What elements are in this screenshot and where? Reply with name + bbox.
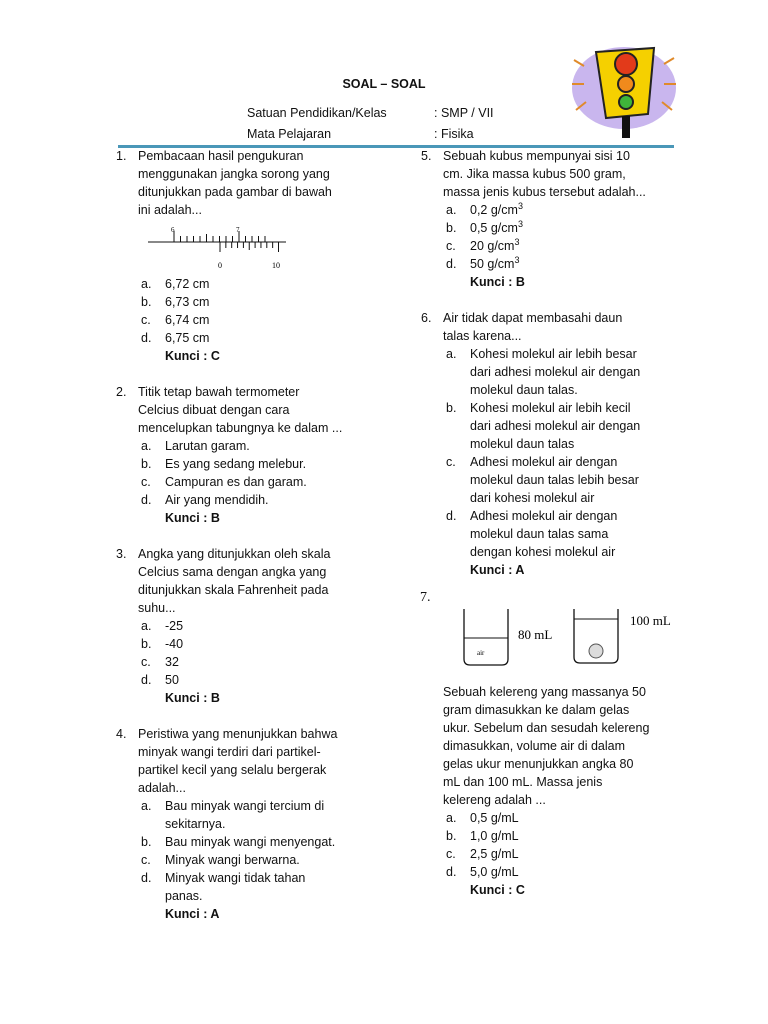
- option-label: b.: [446, 829, 457, 843]
- options-list: [138, 275, 369, 347]
- options-list: [443, 201, 674, 273]
- option-a[interactable]: [443, 345, 674, 399]
- options-list: [138, 437, 369, 509]
- question-2: [116, 383, 369, 527]
- question-line: talas karena...: [443, 329, 522, 343]
- caliper-label-0: 0: [218, 261, 222, 270]
- question-line: Celcius dibuat dengan cara: [138, 403, 290, 417]
- option-line: Kohesi molekul air lebih kecil: [470, 401, 631, 415]
- page-title: SOAL – SOAL: [342, 77, 426, 91]
- option-label: a.: [141, 439, 152, 453]
- question-6: [421, 309, 674, 579]
- option-label: d.: [141, 493, 152, 507]
- left-column: [116, 147, 369, 923]
- measuring-cylinders-figure: [458, 605, 678, 669]
- option-a[interactable]: [138, 437, 369, 455]
- option-label: c.: [446, 239, 456, 253]
- caliper-label-10: 10: [272, 261, 280, 270]
- option-label: c.: [141, 655, 151, 669]
- question-line: Titik tetap bawah termometer: [138, 385, 300, 399]
- option-label: b.: [446, 221, 457, 235]
- option-text: Air yang mendidih.: [165, 493, 269, 507]
- question-number: 4.: [116, 727, 127, 741]
- option-a[interactable]: [138, 797, 369, 833]
- green-lamp: [619, 95, 633, 109]
- caliper-label-6: 6: [171, 226, 175, 234]
- option-label: c.: [141, 475, 151, 489]
- option-a[interactable]: [443, 809, 674, 827]
- light-pole: [622, 116, 630, 138]
- option-label: d.: [446, 509, 457, 523]
- option-line: Bau minyak wangi tercium di: [165, 799, 325, 813]
- option-label: c.: [446, 455, 456, 469]
- question-7: [443, 683, 674, 899]
- option-label: c.: [141, 313, 151, 327]
- options-list: [138, 797, 369, 905]
- question-text: [138, 545, 369, 617]
- question-text: [443, 147, 674, 201]
- answer-key: Kunci : A: [165, 907, 220, 921]
- option-text: 2,5 g/mL: [470, 847, 519, 861]
- right-column: [421, 147, 674, 579]
- question-line: mL dan 100 mL. Massa jenis: [443, 775, 603, 789]
- question-number: 6.: [421, 311, 432, 325]
- question-line: ini adalah...: [138, 203, 202, 217]
- option-d[interactable]: [138, 329, 369, 347]
- option-text: 0,5 g/cm: [470, 221, 518, 235]
- meta-label-subject: Mata Pelajaran: [247, 127, 332, 141]
- option-b[interactable]: [138, 293, 369, 311]
- option-label: a.: [446, 811, 457, 825]
- question-line: ditunjukkan pada gambar di bawah: [138, 185, 332, 199]
- option-c[interactable]: [443, 453, 674, 507]
- option-b[interactable]: [443, 827, 674, 845]
- option-label: a.: [446, 203, 457, 217]
- option-text: 50 g/cm: [470, 257, 515, 271]
- question-line: Sebuah kubus mempunyai sisi 10: [443, 149, 630, 163]
- option-label: b.: [141, 835, 152, 849]
- option-text: -25: [165, 619, 184, 633]
- option-c[interactable]: [443, 237, 674, 255]
- option-b[interactable]: [138, 833, 369, 851]
- answer-key: Kunci : C: [165, 349, 220, 363]
- question-line: Angka yang ditunjukkan oleh skala: [138, 547, 331, 561]
- question-text: [138, 147, 369, 219]
- question-3: [116, 545, 369, 707]
- option-line: Adhesi molekul air dengan: [470, 455, 618, 469]
- question-line: menggunakan jangka sorong yang: [138, 167, 330, 181]
- option-line: molekul daun talas sama: [470, 527, 609, 541]
- question-line: partikel kecil yang selalu bergerak: [138, 763, 327, 777]
- option-d[interactable]: [443, 507, 674, 561]
- question-line: Pembacaan hasil pengukuran: [138, 149, 304, 163]
- option-c[interactable]: [138, 473, 369, 491]
- question-text: [138, 725, 369, 797]
- option-line: dari adhesi molekul air dengan: [470, 419, 641, 433]
- question-line: Air tidak dapat membasahi daun: [443, 311, 623, 325]
- answer-key: Kunci : B: [470, 275, 525, 289]
- question-text: [443, 683, 674, 809]
- option-line: Minyak wangi tidak tahan: [165, 871, 306, 885]
- option-label: d.: [141, 871, 152, 885]
- question-line: suhu...: [138, 601, 176, 615]
- option-c[interactable]: [138, 653, 369, 671]
- option-b[interactable]: [138, 455, 369, 473]
- option-b[interactable]: [138, 635, 369, 653]
- option-exponent: 3: [517, 218, 523, 229]
- option-a[interactable]: [443, 201, 674, 219]
- question-line: cm. Jika massa kubus 500 gram,: [443, 167, 626, 181]
- question-text: [443, 309, 674, 345]
- option-a[interactable]: [138, 275, 369, 293]
- question-number: 3.: [116, 547, 127, 561]
- option-line: molekul daun talas: [470, 437, 575, 451]
- question-4: [116, 725, 369, 923]
- option-text: 6,73 cm: [165, 295, 210, 309]
- option-label: b.: [141, 457, 152, 471]
- options-list: [138, 617, 369, 689]
- option-line: molekul daun talas.: [470, 383, 578, 397]
- option-text: 0,5 g/mL: [470, 811, 519, 825]
- option-label: b.: [141, 637, 152, 651]
- option-text: -40: [165, 637, 184, 651]
- option-exponent: 3: [514, 254, 520, 265]
- question-5: [421, 147, 674, 291]
- question-line: Sebuah kelereng yang massanya 50: [443, 685, 646, 699]
- question-number: 5.: [421, 149, 432, 163]
- option-label: d.: [141, 331, 152, 345]
- option-label: d.: [446, 257, 457, 271]
- meta-value-subject: : Fisika: [434, 127, 474, 141]
- option-label: b.: [446, 401, 457, 415]
- question-line: minyak wangi terdiri dari partikel-: [138, 745, 321, 759]
- option-label: a.: [446, 347, 457, 361]
- option-text: 1,0 g/mL: [470, 829, 519, 843]
- option-exponent: 3: [514, 236, 520, 247]
- question-line: ukur. Sebelum dan sesudah kelereng: [443, 721, 650, 735]
- option-label: d.: [141, 673, 152, 687]
- amber-lamp: [618, 76, 634, 92]
- volume-label-right: 100 mL: [630, 613, 671, 628]
- caliper-label-7: 7: [236, 226, 240, 234]
- question-line: ditunjukkan skala Fahrenheit pada: [138, 583, 329, 597]
- options-list: [443, 345, 674, 561]
- question-7-number: 7.: [420, 590, 431, 605]
- option-text: 6,74 cm: [165, 313, 210, 327]
- question-line: Peristiwa yang menunjukkan bahwa: [138, 727, 338, 741]
- option-line: Minyak wangi berwarna.: [165, 853, 300, 867]
- option-label: a.: [141, 277, 152, 291]
- option-line: dari adhesi molekul air dengan: [470, 365, 641, 379]
- option-text: 6,72 cm: [165, 277, 210, 291]
- option-d[interactable]: [443, 255, 674, 273]
- option-d[interactable]: [138, 869, 369, 905]
- option-text: Larutan garam.: [165, 439, 250, 453]
- question-line: Celcius sama dengan angka yang: [138, 565, 327, 579]
- red-lamp: [615, 53, 637, 75]
- option-c[interactable]: [443, 845, 674, 863]
- option-d[interactable]: [138, 671, 369, 689]
- option-exponent: 3: [517, 200, 523, 211]
- option-label: d.: [446, 865, 457, 879]
- option-b[interactable]: [443, 219, 674, 237]
- question-line: adalah...: [138, 781, 186, 795]
- question-1: [116, 147, 369, 365]
- option-text: 32: [165, 655, 179, 669]
- option-text: 5,0 g/mL: [470, 865, 519, 879]
- question-line: dimasukkan, volume air di dalam: [443, 739, 626, 753]
- option-text: Es yang sedang melebur.: [165, 457, 307, 471]
- answer-key: Kunci : A: [470, 563, 525, 577]
- option-line: molekul daun talas lebih besar: [470, 473, 639, 487]
- answer-key: Kunci : C: [470, 883, 525, 897]
- option-label: c.: [446, 847, 456, 861]
- option-label: a.: [141, 799, 152, 813]
- option-label: a.: [141, 619, 152, 633]
- option-a[interactable]: [138, 617, 369, 635]
- question-line: gelas ukur menunjukkan angka 80: [443, 757, 634, 771]
- option-line: dengan kohesi molekul air: [470, 545, 616, 559]
- cylinder-left: [464, 609, 508, 665]
- answer-key: Kunci : B: [165, 511, 220, 525]
- meta-label-education: Satuan Pendidikan/Kelas: [247, 106, 387, 120]
- volume-label-left: 80 mL: [518, 627, 553, 642]
- meta-value-education: : SMP / VII: [434, 106, 494, 120]
- question-text: [138, 383, 369, 437]
- options-list: [443, 809, 674, 881]
- option-line: Kohesi molekul air lebih besar: [470, 347, 637, 361]
- liquid-label: air: [477, 649, 485, 657]
- option-line: sekitarnya.: [165, 817, 226, 831]
- option-line: Bau minyak wangi menyengat.: [165, 835, 336, 849]
- option-text: 20 g/cm: [470, 239, 515, 253]
- option-d[interactable]: [138, 491, 369, 509]
- question-line: kelereng adalah ...: [443, 793, 546, 807]
- question-line: massa jenis kubus tersebut adalah...: [443, 185, 646, 199]
- marble: [589, 644, 603, 658]
- option-b[interactable]: [443, 399, 674, 453]
- question-number: 2.: [116, 385, 127, 399]
- question-line: mencelupkan tabungnya ke dalam ...: [138, 421, 343, 435]
- question-line: gram dimasukkan ke dalam gelas: [443, 703, 630, 717]
- option-text: 0,2 g/cm: [470, 203, 518, 217]
- option-d[interactable]: [443, 863, 674, 881]
- option-c[interactable]: [138, 851, 369, 869]
- option-line: Adhesi molekul air dengan: [470, 509, 618, 523]
- option-text: 6,75 cm: [165, 331, 210, 345]
- option-text: 50: [165, 673, 179, 687]
- option-text: Campuran es dan garam.: [165, 475, 307, 489]
- option-label: b.: [141, 295, 152, 309]
- answer-key: Kunci : B: [165, 691, 220, 705]
- option-c[interactable]: [138, 311, 369, 329]
- traffic-light-icon: [566, 44, 678, 140]
- option-label: c.: [141, 853, 151, 867]
- option-line: dari kohesi molekul air: [470, 491, 595, 505]
- vernier-caliper-figure: [146, 222, 306, 272]
- option-line: panas.: [165, 889, 203, 903]
- question-number: 1.: [116, 149, 127, 163]
